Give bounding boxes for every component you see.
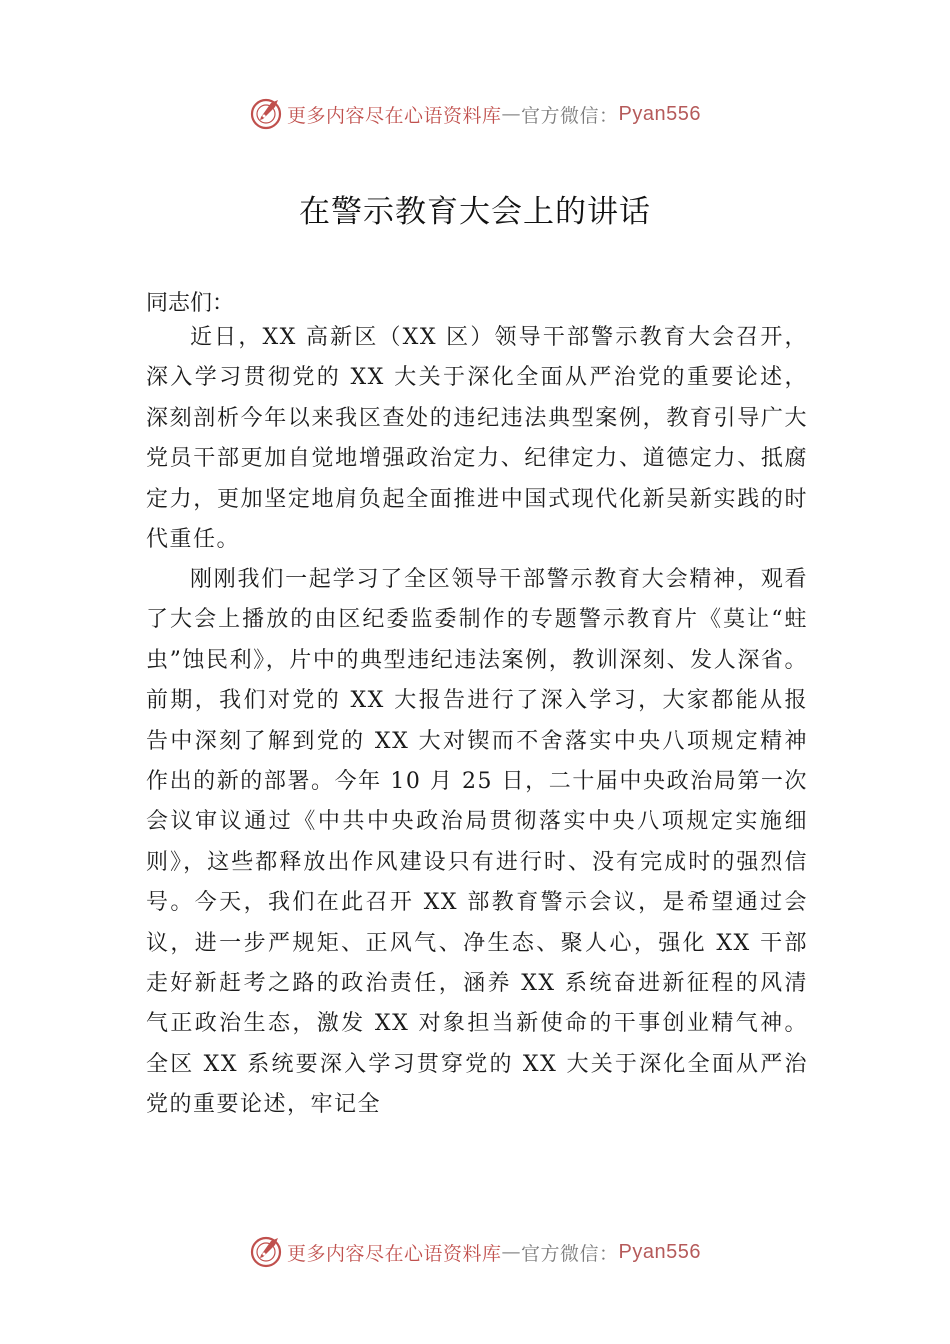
paragraph-1: 近日，XX 高新区（XX 区）领导干部警示教育大会召开，深入学习贯彻党的 XX 大关于深化全面从严治党的重要论述，深刻剖析今年以来我区查处的违纪违法典型案例，教育引导广大党员干部更加自觉地增强政治定力、纪律定力、道德定力、抵腐定力，更加坚定地肩负起全面推进中国式现代化新吴新实践的时代重任。 (146, 325, 808, 553)
pen-nib-logo-icon (249, 1235, 283, 1269)
pen-nib-logo-icon (249, 97, 283, 131)
banner-brand-text: 更多内容尽在心语资料库 (287, 104, 502, 127)
salutation: 同志们： (146, 291, 235, 316)
document-title: 在警示教育大会上的讲话 (299, 194, 651, 230)
banner-wechat-id: Pyan556 (618, 102, 701, 125)
banner-wechat-id: Pyan556 (618, 1240, 701, 1263)
banner-brand-text: 更多内容尽在心语资料库 (287, 1242, 502, 1265)
header-banner (0, 94, 950, 134)
paragraph-2: 刚刚我们一起学习了全区领导干部警示教育大会精神，观看了大会上播放的由区纪委监委制作的专题警示教育片《莫让“蛀虫”蚀民利》，片中的典型违纪违法案例，教训深刻、发人深省。前期，我们对党的 XX 大报告进行了深入学习，大家都能从报告中深刻了解到党的 XX 大对锲而不舍落实中央八项规定精神作出的新的部署。今年 10 月 25 日，二十届中央政治局第一次会议审议通过《中共中央政治局贯彻落实中央八项规定实施细则》，这些都释放出作风建设只有进行时、没有完成时的强烈信号。今天，我们在此召开 XX 部教育警示会议，是希望通过会议，进一步严规矩、正风气、净生态、聚人心，强化 XX 干部走好新赶考之路的政治责任，涵养 XX 系统奋进新征程的风清气正政治生态，激发 XX 对象担当新使命的干事创业精气神。全区 XX 系统要深入学习贯穿党的 XX 大关于深化全面从严治党的重要论述，牢记全 (146, 567, 808, 1118)
banner-dash: — (501, 103, 522, 125)
banner-dash: — (501, 1241, 522, 1263)
footer-banner (0, 1232, 950, 1272)
banner-wechat-label: 官方微信： (521, 1242, 619, 1265)
banner-wechat-label: 官方微信： (521, 104, 619, 127)
